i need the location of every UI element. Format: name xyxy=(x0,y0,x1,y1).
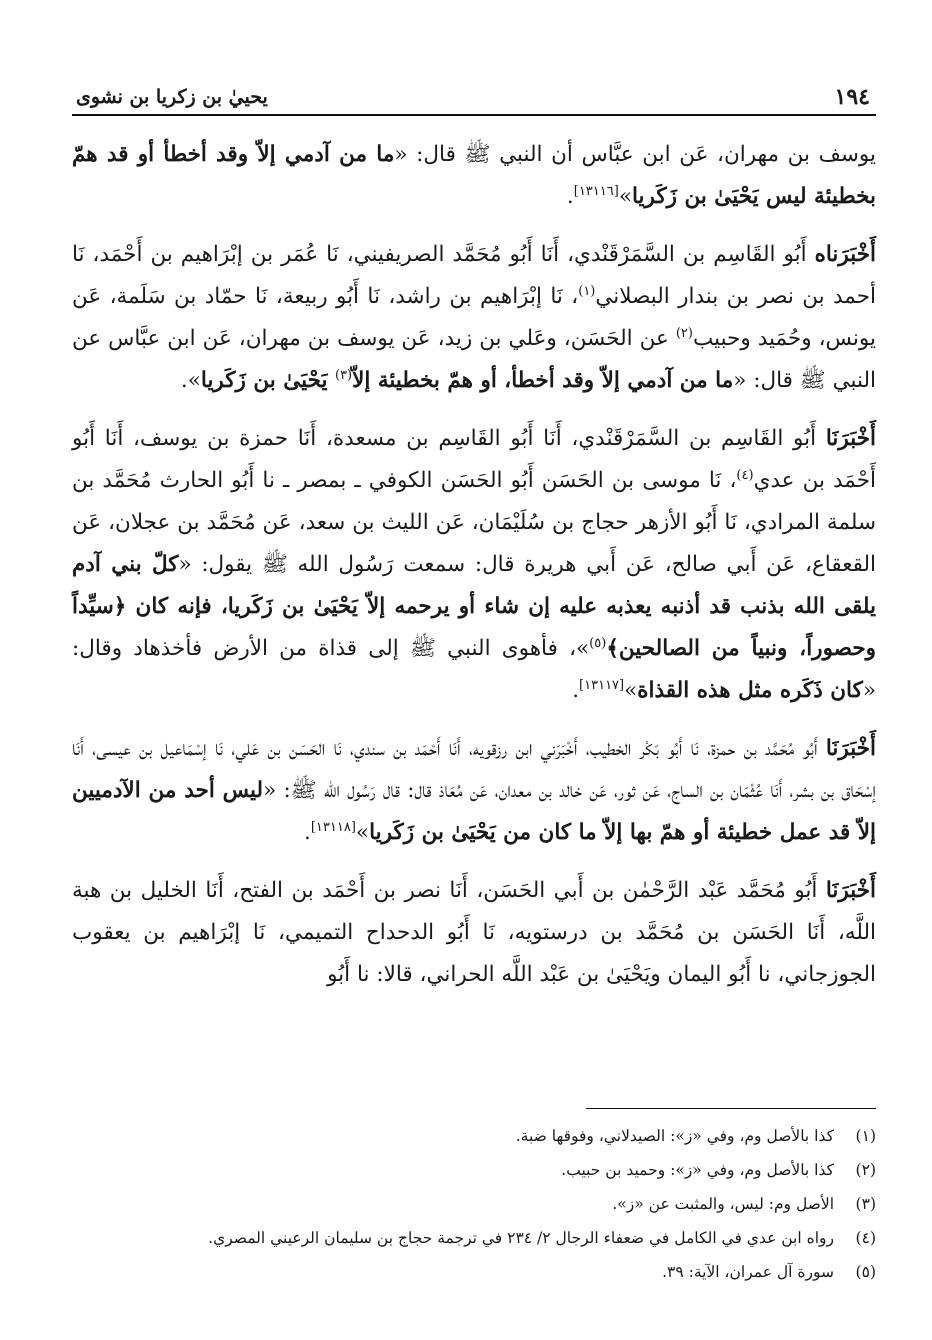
text-segment: أَبُو القَاسِم بن السَّمَرْقَنْدي، أَنَا أَبُو مُحَمَّد الصريفيني، نَا عُمَر بن إبْرَاهيم بن أَحْمَد، نَا أحمد بن نصر بن بندار البصلاني xyxy=(72,242,876,309)
bold-text: ما من آدمي إلاّ وقد أخطأ أو قد همّ بخطيئة ليس يَحْيَىٰ بن زَكَريا xyxy=(72,142,876,209)
footnote-text: رواه ابن عدي في الكامل في ضعفاء الرجال ٢/ ٢٣٤ في ترجمة حجاج بن سليمان الرعيني المصري. xyxy=(208,1229,834,1247)
footnote-text: سورة آل عمران، الآية: ٣٩. xyxy=(662,1263,834,1281)
footnote-number: (١) xyxy=(855,1127,876,1145)
footnote-number: (٣) xyxy=(855,1195,876,1213)
footnote-ref: (١) xyxy=(578,283,596,299)
footnote-ref: [١٣١١٧] xyxy=(579,677,625,693)
bold-text: أَخْبَرَنَا xyxy=(825,426,876,451)
footnote-text: كذا بالأصل وم، وفي «ز»: وحميد بن حبيب. xyxy=(561,1161,834,1179)
footnotes xyxy=(72,1108,876,1289)
text-segment: أَبُو القَاسِم بن السَّمَرْقَنْدي، أَنَا أَبُو القَاسِم بن مسعدة، أَنَا حمزة بن يوسف، أَنَا أَبُو أَحْمَد بن عدي xyxy=(72,426,876,493)
footnote-ref: (٤) xyxy=(736,467,754,483)
book-page xyxy=(72,80,876,1012)
footnote xyxy=(72,1187,876,1221)
paragraph xyxy=(72,728,876,854)
bold-text: أَخْبَرَنَا xyxy=(825,878,876,903)
running-title: يحييٰ بن زكريا بن نشوى xyxy=(76,86,268,108)
page-number: ١٩٤ xyxy=(834,84,870,110)
footnote xyxy=(72,1119,876,1153)
footnote-ref: [١٣١١٦] xyxy=(573,183,619,199)
text-segment: . xyxy=(304,820,311,845)
footnote-text: كذا بالأصل وم، وفي «ز»: الصيدلاني، وفوقها ضبة. xyxy=(515,1127,834,1145)
text-segment: ». xyxy=(180,368,201,393)
paragraph xyxy=(72,134,876,218)
text-segment: » xyxy=(624,678,638,703)
text-segment: . xyxy=(572,678,580,703)
bold-text: أَخْبَرَنَا xyxy=(825,736,876,761)
bold-text: يَحْيَىٰ بن زَكَريا xyxy=(200,368,335,393)
text-segment: » xyxy=(355,820,370,845)
paragraph xyxy=(72,234,876,402)
bold-text: كلّ بني آدم يلقى الله بذنب قد أذنبه يعذبه عليه إن شاء أو يرحمه إلاّ يَحْيَىٰ بن زَكَريا، فإنه كان ﴿سيِّداً وحصوراً، ونبياً من الصالحين﴾ xyxy=(72,552,876,661)
text-segment: يوسف بن مهران، عَن ابن عبَّاس أن النبي ﷺ قال: « xyxy=(394,142,876,167)
text-segment: » xyxy=(618,184,632,209)
footnote xyxy=(72,1221,876,1255)
main-text xyxy=(72,134,876,996)
paragraph xyxy=(72,870,876,996)
text-segment: ، نَا موسى بن الحَسَن أَبُو الحَسَن الكوفي ـ بمصر ـ نا أَبُو الحارث مُحَمَّد بن سلمة المرادي، نَا أَبُو الأزهر حجاج بن سُلَيْمَان، عَن الليث بن سعد، عَن مُحَمَّد بن عجلان، عَن القعقاع، عَن أَبي صالح، عَن أَبي هريرة قال: سمعت رَسُول الله ﷺ يقول: « xyxy=(72,468,876,577)
bold-text: أَخْبَرَناه xyxy=(814,242,876,267)
text-segment: »، فأهوى النبي ﷺ إلى قذاة من الأرض فأخذهاد وقال: « xyxy=(72,636,876,703)
text-segment: عن الحَسَن، وعَلي بن زيد، عَن يوسف بن مهران، عَن ابن عبَّاس عن النبي ﷺ قال: « xyxy=(72,326,876,393)
page-header xyxy=(72,80,876,116)
text-segment: أَبُو مُحَمَّد عَبْد الرَّحْمٰن بن أَبي الحَسَن، أَنَا نصر بن أَحْمَد بن الفتح، أَنَا الخليل بن هبة اللَّه، أَنَا الحَسَن بن مُحَمَّد بن درستويه، نَا أَبُو الدحداح التميمي، نَا إبْرَاهيم بن يعقوب الجوزجاني، نا أَبُو اليمان ويَحْيَىٰ بن عَبْد اللَّه الحراني، قالا: نا أَبُو xyxy=(72,878,876,987)
footnote-divider xyxy=(586,1108,876,1109)
text-segment: أَبُو مُحَمَّد بن حمزة، نَا أَبُو بَكْر الخطيب، أَخْبَرَني ابن رزقويه، أَنَا أَحْمَد بن سندي، نَا الحَسَن بن عَلي، نَا إسْمَاعيل بن عيسى، أَنَا إسْحَاق بن بشر، أَنَا عُثْمَان بن الساج، عَن ثور، عَن خالد بن معدان، عَن مُعَاذ قال: قال رَسُول الله ﷺ: « xyxy=(72,736,876,803)
footnote xyxy=(72,1153,876,1187)
footnote-ref: (٢) xyxy=(675,325,693,341)
footnote-number: (٥) xyxy=(855,1263,876,1281)
footnote-text: الأصل وم: ليس، والمثبت عن «ز». xyxy=(612,1195,834,1213)
paragraph xyxy=(72,418,876,712)
footnote-ref: [١٣١١٨] xyxy=(310,819,356,835)
bold-text: ليس أحد من الآدميين إلاّ قد عمل خطيئة أو همّ بها إلاّ ما كان من يَحْيَىٰ بن زَكَريا xyxy=(72,778,876,845)
bold-text: كان ذَكَره مثل هذه القذاة xyxy=(637,678,863,703)
footnote-number: (٢) xyxy=(855,1161,876,1179)
text-segment: . xyxy=(566,184,574,209)
footnote-ref: (٥) xyxy=(589,635,607,651)
footnote xyxy=(72,1255,876,1289)
footnote-ref: (٣) xyxy=(334,367,353,383)
bold-text: ما من آدمي إلاّ وقد أخطأ، أو همّ بخطيئة إلاّ xyxy=(352,368,734,393)
text-segment: ، نَا إبْرَاهيم بن راشد، نَا أَبُو ربيعة، نَا حمّاد بن سَلَمة، عَن يونس، وحُمَيد وحبيب xyxy=(72,284,877,351)
footnote-number: (٤) xyxy=(855,1229,876,1247)
